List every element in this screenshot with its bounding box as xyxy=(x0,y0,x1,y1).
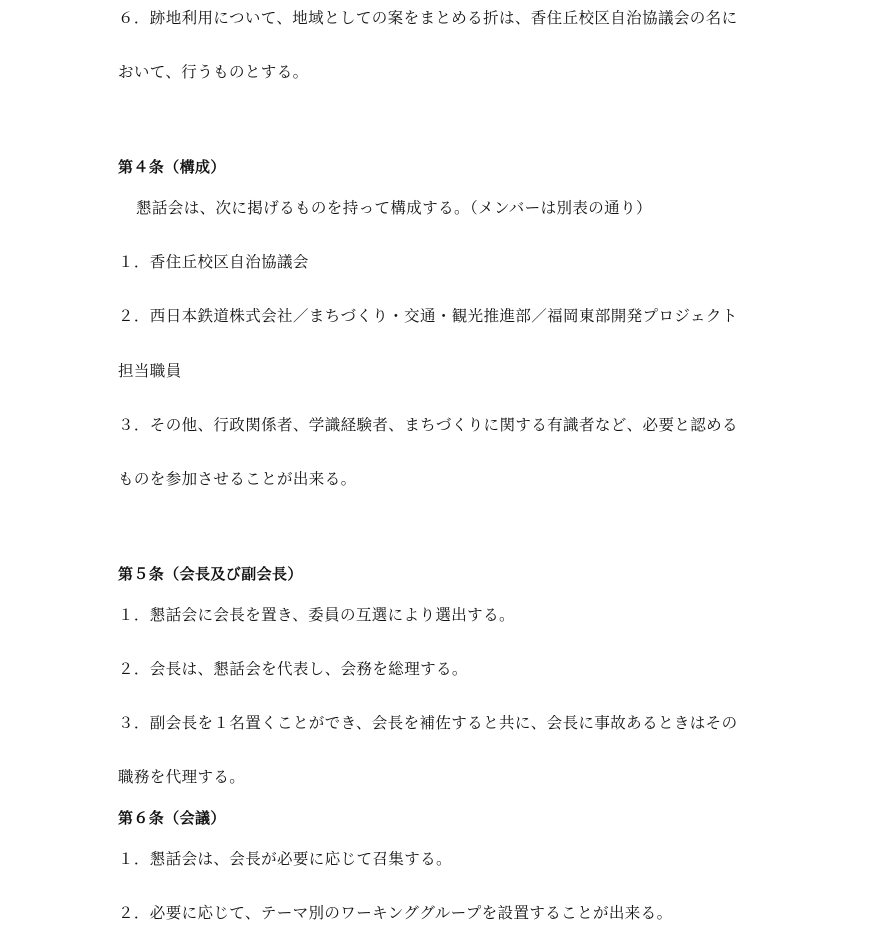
article-5-item-2: ２．会長は、懇話会を代表し、会務を総理する。 xyxy=(118,660,468,678)
article-4-item-3-line-1: ３．その他、行政関係者、学識経験者、まちづくりに関する有識者など、必要と認める xyxy=(118,416,738,434)
article-4-heading: 第４条（構成） xyxy=(118,158,226,176)
article-5-item-1: １．懇話会に会長を置き、委員の互選により選出する。 xyxy=(118,606,515,624)
article-4-item-3-line-2: ものを参加させることが出来る。 xyxy=(118,470,357,488)
article-4-item-2-line-2: 担当職員 xyxy=(118,362,182,380)
article-4-item-1: １．香住丘校区自治協議会 xyxy=(118,253,309,271)
article-3-item-6-line-1: ６．跡地利用について、地域としての案をまとめる折は、香住丘校区自治協議会の名に xyxy=(118,9,738,27)
article-4-intro: 懇話会は、次に掲げるものを持って構成する。（メンバーは別表の通り） xyxy=(136,199,652,217)
article-3-item-6-line-2: おいて、行うものとする。 xyxy=(118,63,309,81)
article-5-item-3-line-1: ３．副会長を１名置くことができ、会長を補佐すると共に、会長に事故あるときはその xyxy=(118,714,738,732)
article-6-item-1: １．懇話会は、会長が必要に応じて召集する。 xyxy=(118,850,452,868)
article-4-item-2-line-1: ２．西日本鉄道株式会社／まちづくり・交通・観光推進部／福岡東部開発プロジェクト xyxy=(118,307,738,325)
article-5-heading: 第５条（会長及び副会長） xyxy=(118,565,303,583)
article-5-item-3-line-2: 職務を代理する。 xyxy=(118,768,246,786)
article-6-heading: 第６条（会議） xyxy=(118,809,226,827)
article-6-item-2: ２．必要に応じて、テーマ別のワーキンググループを設置することが出来る。 xyxy=(118,904,673,922)
